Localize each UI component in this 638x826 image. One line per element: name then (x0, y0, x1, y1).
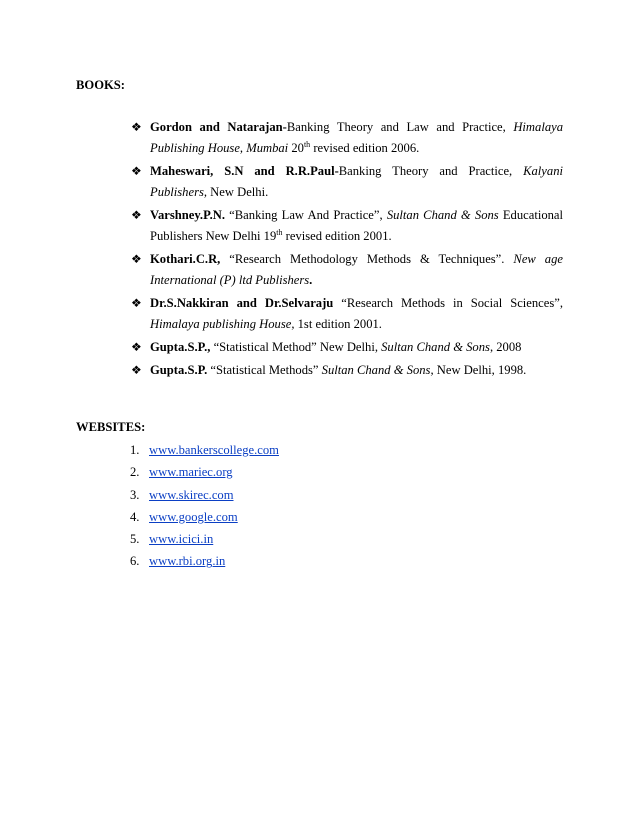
website-link[interactable]: www.mariec.org (149, 465, 233, 480)
book-edition: revised edition 2001. (282, 229, 392, 244)
diamond-bullet-icon: ❖ (131, 340, 142, 354)
diamond-bullet-icon: ❖ (131, 252, 142, 266)
book-entry (131, 293, 563, 335)
diamond-bullet-icon: ❖ (131, 120, 142, 134)
item-number: 2. (130, 465, 140, 480)
book-author: Maheswari, S.N and R.R.Paul- (150, 164, 339, 178)
website-item (130, 439, 279, 461)
book-author: Gordon and Natarajan- (150, 120, 287, 134)
book-author: Gupta.S.P., (150, 340, 211, 354)
book-title: “Research Methodology Methods & Techniques”. (220, 252, 514, 266)
website-item (130, 550, 279, 572)
diamond-bullet-icon: ❖ (131, 296, 142, 310)
diamond-bullet-icon: ❖ (131, 164, 142, 178)
website-item (130, 484, 279, 506)
book-entry (131, 117, 563, 159)
book-title: Banking Theory and Practice, (338, 164, 524, 178)
item-number: 5. (130, 532, 140, 547)
websites-heading: WEBSITES: (76, 420, 146, 434)
book-entry (131, 337, 563, 358)
ordinal-suffix: th (303, 140, 311, 150)
websites-list (130, 439, 279, 573)
books-list (131, 117, 563, 383)
book-title: Banking Theory and Law and Practice, (286, 120, 514, 134)
book-publisher: Kalyani Publishers, (150, 164, 563, 200)
book-title: “Statistical Method” New Delhi, (210, 340, 382, 354)
book-publisher: Himalaya publishing House, (150, 317, 295, 332)
website-item (130, 506, 279, 528)
book-author: Gupta.S.P. (150, 362, 208, 377)
book-publisher: New age International (P) ltd Publishers (150, 252, 563, 288)
diamond-bullet-icon: ❖ (131, 362, 142, 377)
book-publisher: Sultan Chand & Sons, (321, 362, 434, 377)
book-detail: , 2008 (489, 340, 522, 354)
item-number: 6. (130, 554, 140, 569)
book-edition: revised edition 2006. (310, 141, 420, 156)
book-title: “Research Methods in Social Sciences”, (333, 296, 563, 310)
book-entry (131, 360, 563, 381)
book-entry (131, 161, 563, 203)
item-number: 4. (130, 509, 140, 524)
website-link[interactable]: www.rbi.org.in (149, 554, 226, 569)
book-detail: New Delhi, 1998. (433, 362, 527, 377)
book-end-mark: . (309, 273, 313, 288)
website-link[interactable]: www.bankerscollege.com (149, 443, 279, 457)
item-number: 1. (130, 443, 140, 457)
website-item (130, 528, 279, 550)
website-link[interactable]: www.skirec.com (149, 487, 234, 502)
book-detail: 1st edition 2001. (294, 317, 382, 332)
website-link[interactable]: www.icici.in (149, 532, 214, 547)
book-title: “Statistical Methods” (207, 362, 322, 377)
book-publisher: Sultan Chand & Sons (386, 208, 499, 222)
diamond-bullet-icon: ❖ (131, 208, 142, 222)
book-entry (131, 249, 563, 291)
book-detail: New Delhi. (207, 185, 269, 200)
book-author: Kothari.C.R, (150, 252, 221, 266)
books-heading: BOOKS: (76, 78, 125, 92)
book-author: Varshney.P.N. (150, 208, 226, 222)
book-publisher: Sultan Chand & Sons (381, 340, 490, 354)
book-detail: Educational Publishers New Delhi 19 (150, 208, 564, 244)
item-number: 3. (130, 487, 140, 502)
website-item (130, 461, 279, 483)
website-link[interactable]: www.google.com (149, 509, 238, 524)
book-publisher: Himalaya Publishing House, Mumbai (150, 120, 563, 156)
ordinal-suffix: th (276, 228, 283, 238)
book-title: “Banking Law And Practice”, (225, 208, 387, 222)
book-detail: 20 (288, 141, 304, 156)
book-entry (131, 205, 563, 247)
book-author: Dr.S.Nakkiran and Dr.Selvaraju (150, 296, 334, 310)
